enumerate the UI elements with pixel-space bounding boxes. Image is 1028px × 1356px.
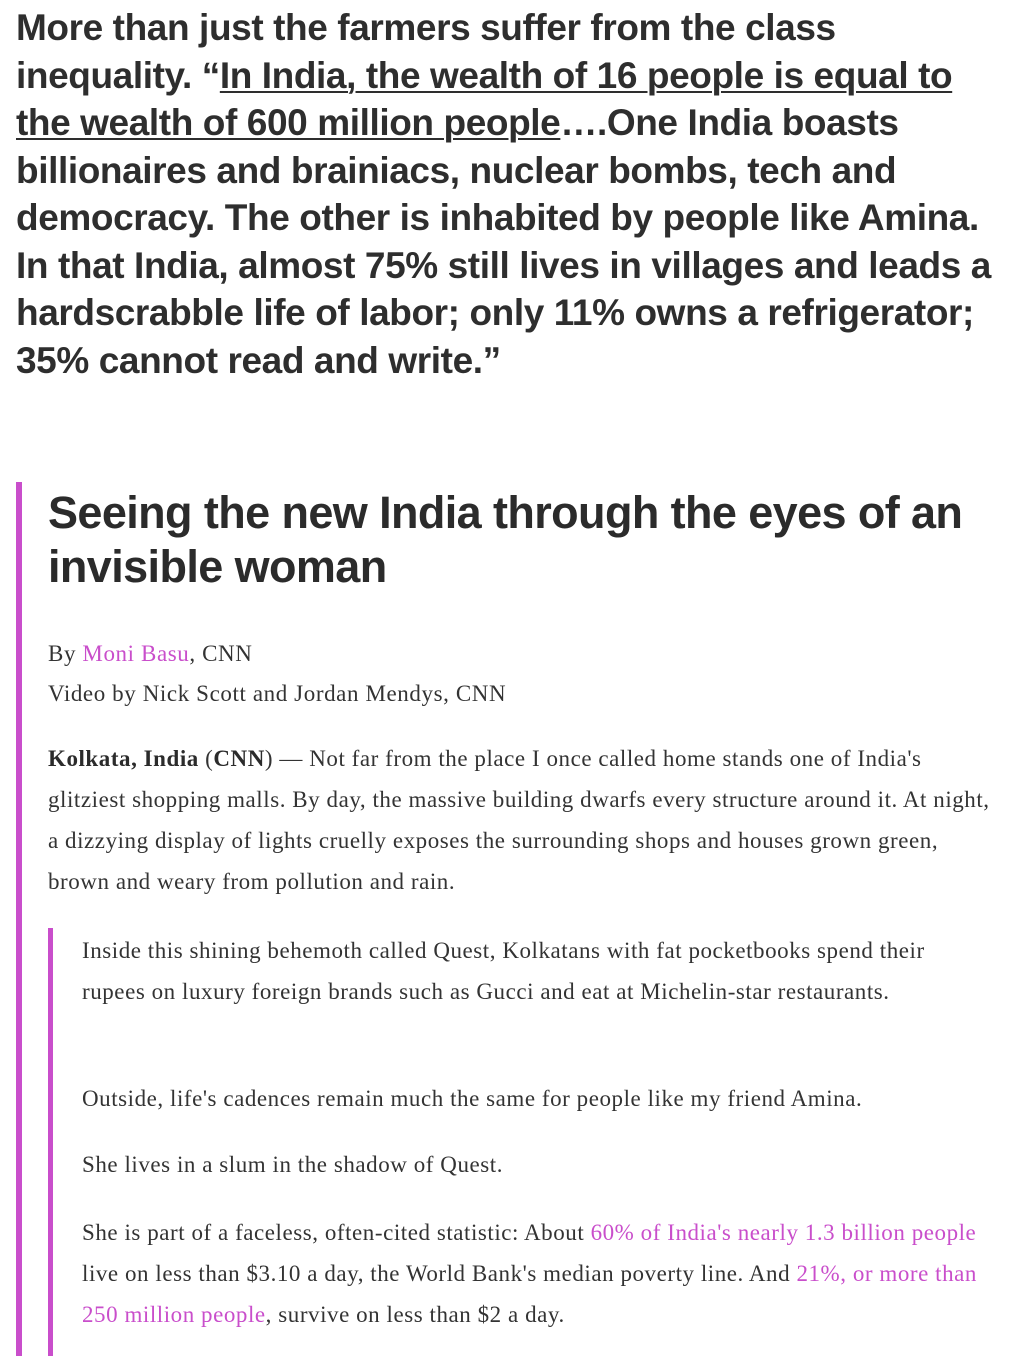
lead-text-before: More than just the farmers suffer from the class inequality. “ <box>16 7 836 96</box>
byline-prefix: By <box>48 641 83 666</box>
quote-paragraph-outside: Outside, life's cadences remain much the same for people like my friend Amina. <box>82 1086 863 1111</box>
article-title: Seeing the new India through the eyes of an invisible woman <box>48 487 963 592</box>
embedded-article-blockquote <box>16 482 1006 1356</box>
source-open: ( <box>198 746 214 771</box>
intro-body: — Not far from the place I once called home stands one of India's glitziest shopping malls. By day, the massive building dwarfs every structure around it. At night, a dizzying display of lights cruelly exposes the surrounding shops and houses grown green, brown and weary from pollution and rain. <box>48 746 990 894</box>
lead-paragraph <box>16 4 1006 384</box>
dateline: Kolkata, India <box>48 746 199 771</box>
quote-paragraph-statistic <box>82 1212 994 1335</box>
statistic-text-3: , survive on less than $2 a day. <box>265 1302 565 1327</box>
article-byline <box>48 634 988 714</box>
poverty-statistic-link[interactable]: 60% of India's nearly 1.3 billion people <box>590 1220 977 1245</box>
source-close: ) <box>264 746 274 771</box>
author-line <box>48 634 988 674</box>
statistic-text-2: live on less than $3.10 a day, the World Bank's median poverty line. And <box>82 1261 797 1286</box>
author-link[interactable]: Moni Basu <box>82 641 190 666</box>
intro-paragraph <box>48 738 998 902</box>
statistic-text-1: She is part of a faceless, often-cited statistic: About <box>82 1220 591 1245</box>
video-credit: Video by Nick Scott and Jordan Mendys, CNN <box>48 681 507 706</box>
quote-paragraph-slum: She lives in a slum in the shadow of Quest. <box>82 1152 503 1177</box>
wealth-inequality-link[interactable]: In India, the wealth of 16 people is equal to the wealth of 600 million people <box>16 54 953 143</box>
source-name: CNN <box>213 746 265 771</box>
byline-suffix: , CNN <box>189 641 253 666</box>
lead-text-after: ….One India boasts billionaires and brainiacs, nuclear bombs, tech and democracy. The other is inhabited by people like Amina. In that India, almost 75% still lives in villages and leads a hardscrabble life of labor; only 11% owns a refrigerator; 35% cannot read and write.” <box>16 102 991 381</box>
nested-blockquote <box>48 928 994 1356</box>
quote-paragraph-quest: Inside this shining behemoth called Quest, Kolkatans with fat pocketbooks spend their rupees on luxury foreign brands such as Gucci and eat at Michelin-star restaurants. <box>82 938 925 1004</box>
extreme-poverty-link[interactable]: 21%, or more than 250 million people <box>82 1261 977 1327</box>
